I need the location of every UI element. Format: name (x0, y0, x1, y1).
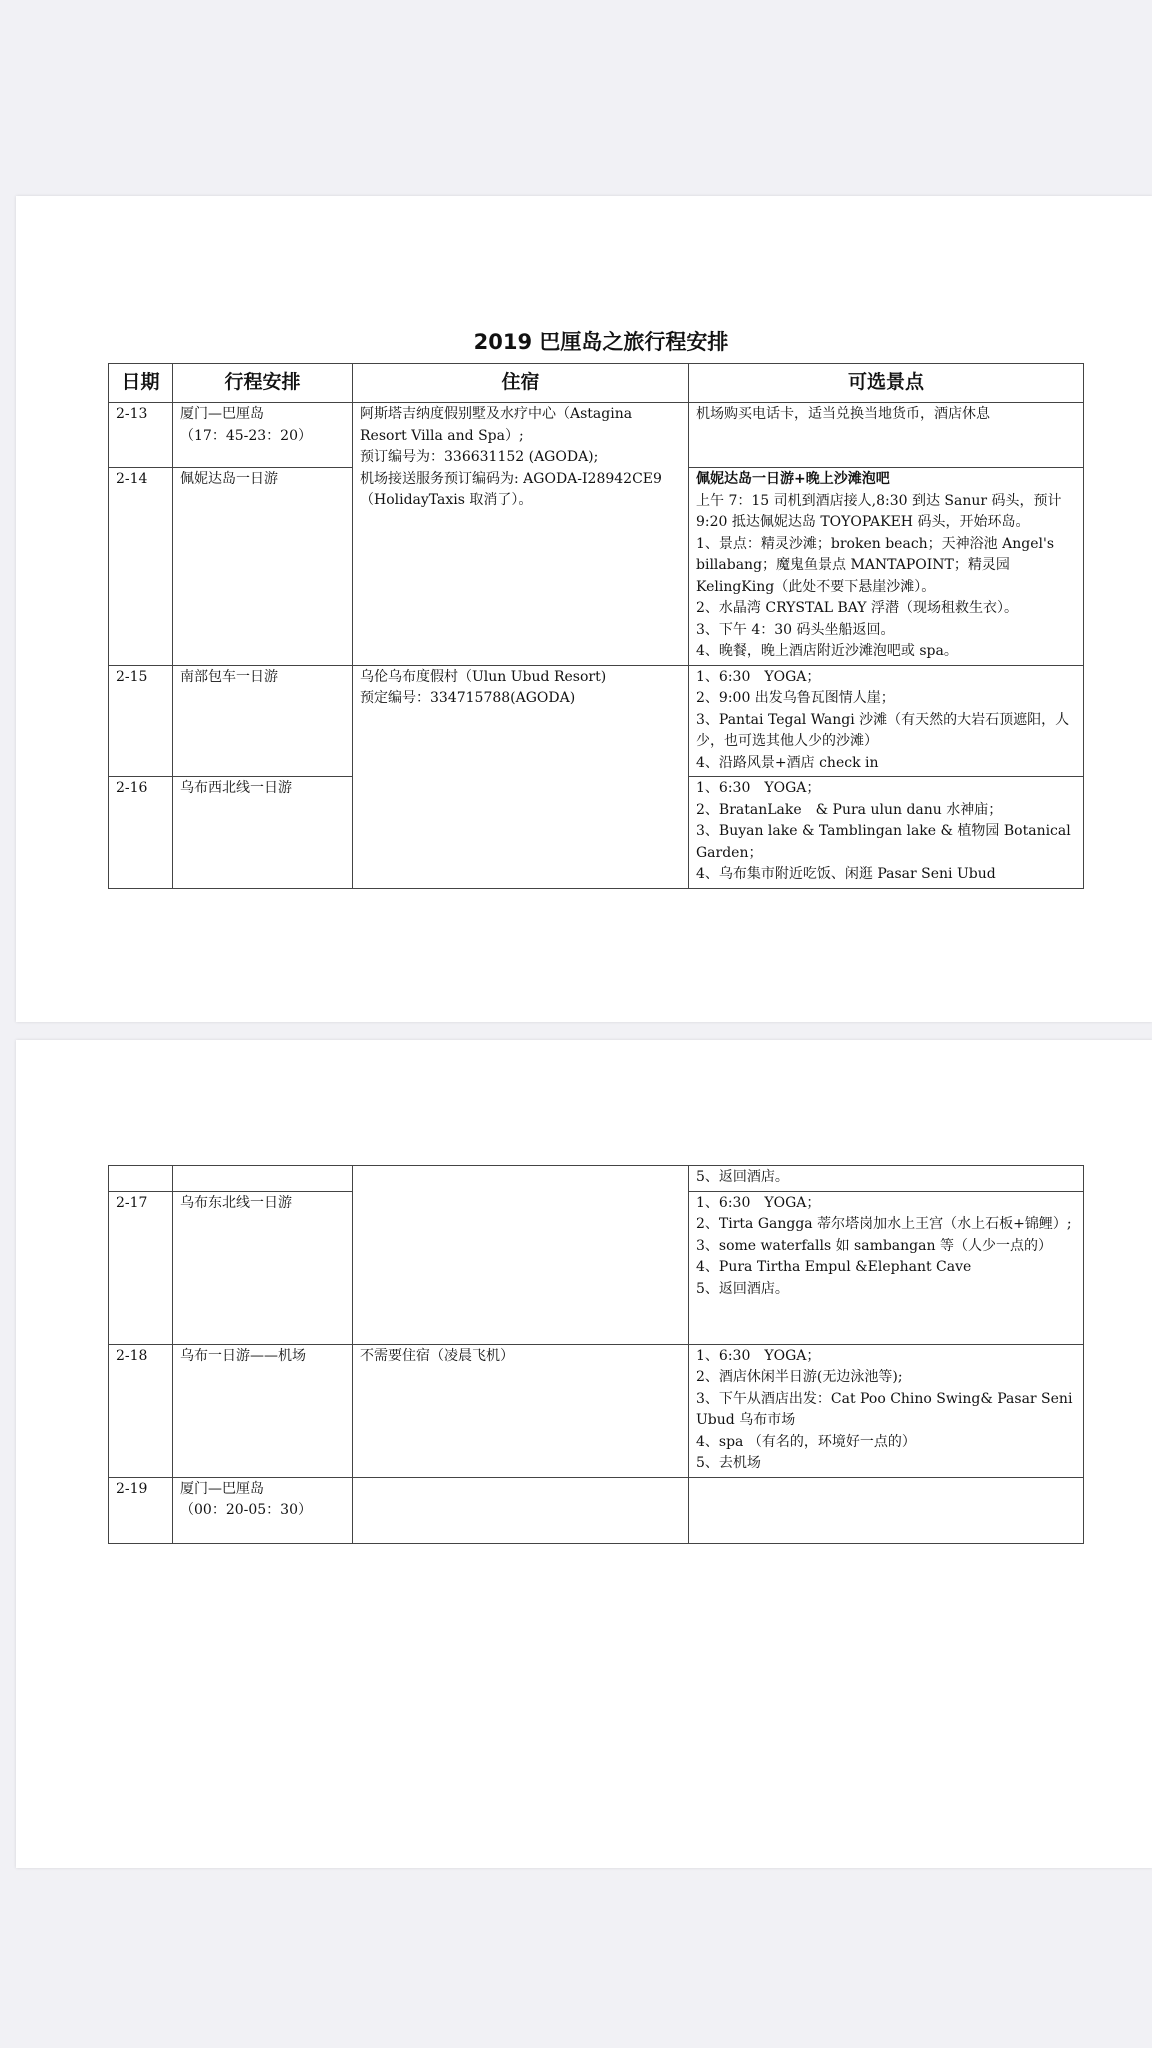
lodging-line: 阿斯塔吉纳度假别墅及水疗中心（Astagina Resort Villa and Spa）; (360, 406, 633, 444)
lodging-cell (353, 665, 689, 888)
header-spots: 可选景点 (689, 364, 1084, 403)
spots-line: 1、6:30 YOGA； (696, 1194, 821, 1211)
spots-line: 1、6:30 YOGA； (696, 780, 821, 796)
plan-cell (173, 1166, 353, 1192)
spots-line: 5、去机场 (696, 1455, 761, 1471)
date-cell (109, 1166, 173, 1192)
lodging-line: 乌伦乌布度假村（Ulun Ubud Resort) (360, 668, 607, 685)
spots-line: 3、some waterfalls 如 sambangan 等（人少一点的） (696, 1237, 1052, 1254)
lodging-line: 不需要住宿（凌晨飞机） (360, 1347, 514, 1364)
itinerary-table-continued (108, 1165, 1084, 1544)
date-cell: 2-13 (109, 403, 173, 468)
plan-line: （00：20-05：30） (180, 1502, 312, 1518)
lodging-line: 机场接送服务预订编码为: AGODA-I28942CE9（HolidayTaxis 取消了）。 (360, 470, 662, 508)
spots-cell (689, 1191, 1084, 1344)
spots-line: 2、酒店休闲半日游(无边泳池等); (696, 1369, 903, 1385)
document-title: 2019 巴厘岛之旅行程安排 (473, 330, 729, 354)
spots-line: 4、Pura Tirtha Empul &Elephant Cave (696, 1259, 972, 1275)
plan-line: （17：45-23：20） (180, 427, 312, 444)
plan-line: 佩妮达岛一日游 (180, 471, 278, 487)
spots-line: 2、BratanLake & Pura ulun danu 水神庙； (696, 801, 1003, 818)
date-cell: 2-18 (109, 1344, 173, 1477)
plan-line: 南部包车一日游 (180, 668, 278, 685)
document-page-1 (16, 196, 1152, 1022)
spots-line: 1、6:30 YOGA； (696, 668, 821, 685)
spots-line: 1、景点：精灵沙滩；broken beach；天神浴池 Angel's billabang；魔鬼鱼景点 MANTAPOINT；精灵园 KelingKing（此处不要下悬崖沙滩）。 (696, 535, 1055, 595)
spots-line: 3、下午 4：30 码头坐船返回。 (696, 621, 895, 638)
date-cell: 2-15 (109, 665, 173, 777)
plan-line: 厦门—巴厘岛 (180, 406, 264, 422)
spots-line: 2、水晶湾 CRYSTAL BAY 浮潜（现场租救生衣）。 (696, 600, 1018, 616)
spots-line: 3、Buyan lake & Tamblingan lake & 植物园 Botanical Garden； (696, 823, 1071, 861)
plan-cell (173, 665, 353, 777)
spots-line: 4、乌布集市附近吃饭、闲逛 Pasar Seni Ubud (696, 866, 996, 882)
spots-cell (689, 1166, 1084, 1192)
plan-cell (173, 777, 353, 889)
spots-cell (689, 1477, 1084, 1543)
spots-cell (689, 468, 1084, 666)
spots-line: 4、spa （有名的，环境好一点的） (696, 1433, 916, 1450)
spots-line: 4、晚餐，晚上酒店附近沙滩泡吧或 spa。 (696, 643, 958, 659)
header-plan: 行程安排 (173, 364, 353, 403)
lodging-cell (353, 1166, 689, 1345)
date-cell: 2-19 (109, 1477, 173, 1543)
spots-cell (689, 777, 1084, 889)
lodging-cell (353, 1477, 689, 1543)
lodging-cell (353, 403, 689, 666)
spots-title: 佩妮达岛一日游+晚上沙滩泡吧 (696, 471, 890, 487)
plan-line: 乌布东北线一日游 (180, 1194, 292, 1211)
date-cell: 2-16 (109, 777, 173, 889)
header-date: 日期 (109, 364, 173, 403)
plan-cell (173, 468, 353, 666)
table-row (109, 665, 1084, 777)
spots-cell (689, 665, 1084, 777)
plan-cell (173, 1344, 353, 1477)
plan-line: 乌布一日游——机场 (180, 1347, 306, 1364)
spots-line: 3、Pantai Tegal Wangi 沙滩（有天然的大岩石顶遮阳，人少，也可选其他人少的沙滩） (696, 711, 1070, 749)
plan-line: 厦门—巴厘岛 (180, 1480, 264, 1497)
date-cell: 2-14 (109, 468, 173, 666)
table-row (109, 1166, 1084, 1192)
table-header-row (109, 364, 1084, 403)
table-row (109, 1477, 1084, 1543)
table-row (109, 403, 1084, 468)
itinerary-table (108, 363, 1084, 889)
spots-cell (689, 1344, 1084, 1477)
plan-cell (173, 403, 353, 468)
spots-line: 上午 7：15 司机到酒店接人,8:30 到达 Sanur 码头，预计 9:20 抵达佩妮达岛 TOYOPAKEH 码头，开始环岛。 (696, 492, 1062, 530)
document-page-2 (16, 1040, 1152, 1868)
lodging-cell (353, 1344, 689, 1477)
lodging-line: 预订编号为：336631152 (AGODA); (360, 449, 599, 465)
spots-line: 5、返回酒店。 (696, 1169, 789, 1185)
date-cell: 2-17 (109, 1191, 173, 1344)
spots-line: 机场购买电话卡，适当兑换当地货币，酒店休息 (696, 406, 990, 422)
spots-line: 4、沿路风景+酒店 check in (696, 754, 879, 771)
spots-line: 1、6:30 YOGA； (696, 1347, 821, 1364)
spots-line: 5、返回酒店。 (696, 1280, 789, 1297)
lodging-line: 预定编号：334715788(AGODA) (360, 690, 576, 706)
spots-line: 2、Tirta Gangga 蒂尔塔岗加水上王宫（水上石板+锦鲤）; (696, 1216, 1072, 1232)
spots-cell (689, 403, 1084, 468)
plan-line: 乌布西北线一日游 (180, 780, 292, 796)
spots-line: 2、9:00 出发乌鲁瓦图情人崖； (696, 690, 895, 706)
table-row (109, 1344, 1084, 1477)
header-lodging: 住宿 (353, 364, 689, 403)
plan-cell (173, 1191, 353, 1344)
plan-cell (173, 1477, 353, 1543)
spots-line: 3、下午从酒店出发：Cat Poo Chino Swing& Pasar Seni Ubud 乌布市场 (696, 1390, 1073, 1428)
